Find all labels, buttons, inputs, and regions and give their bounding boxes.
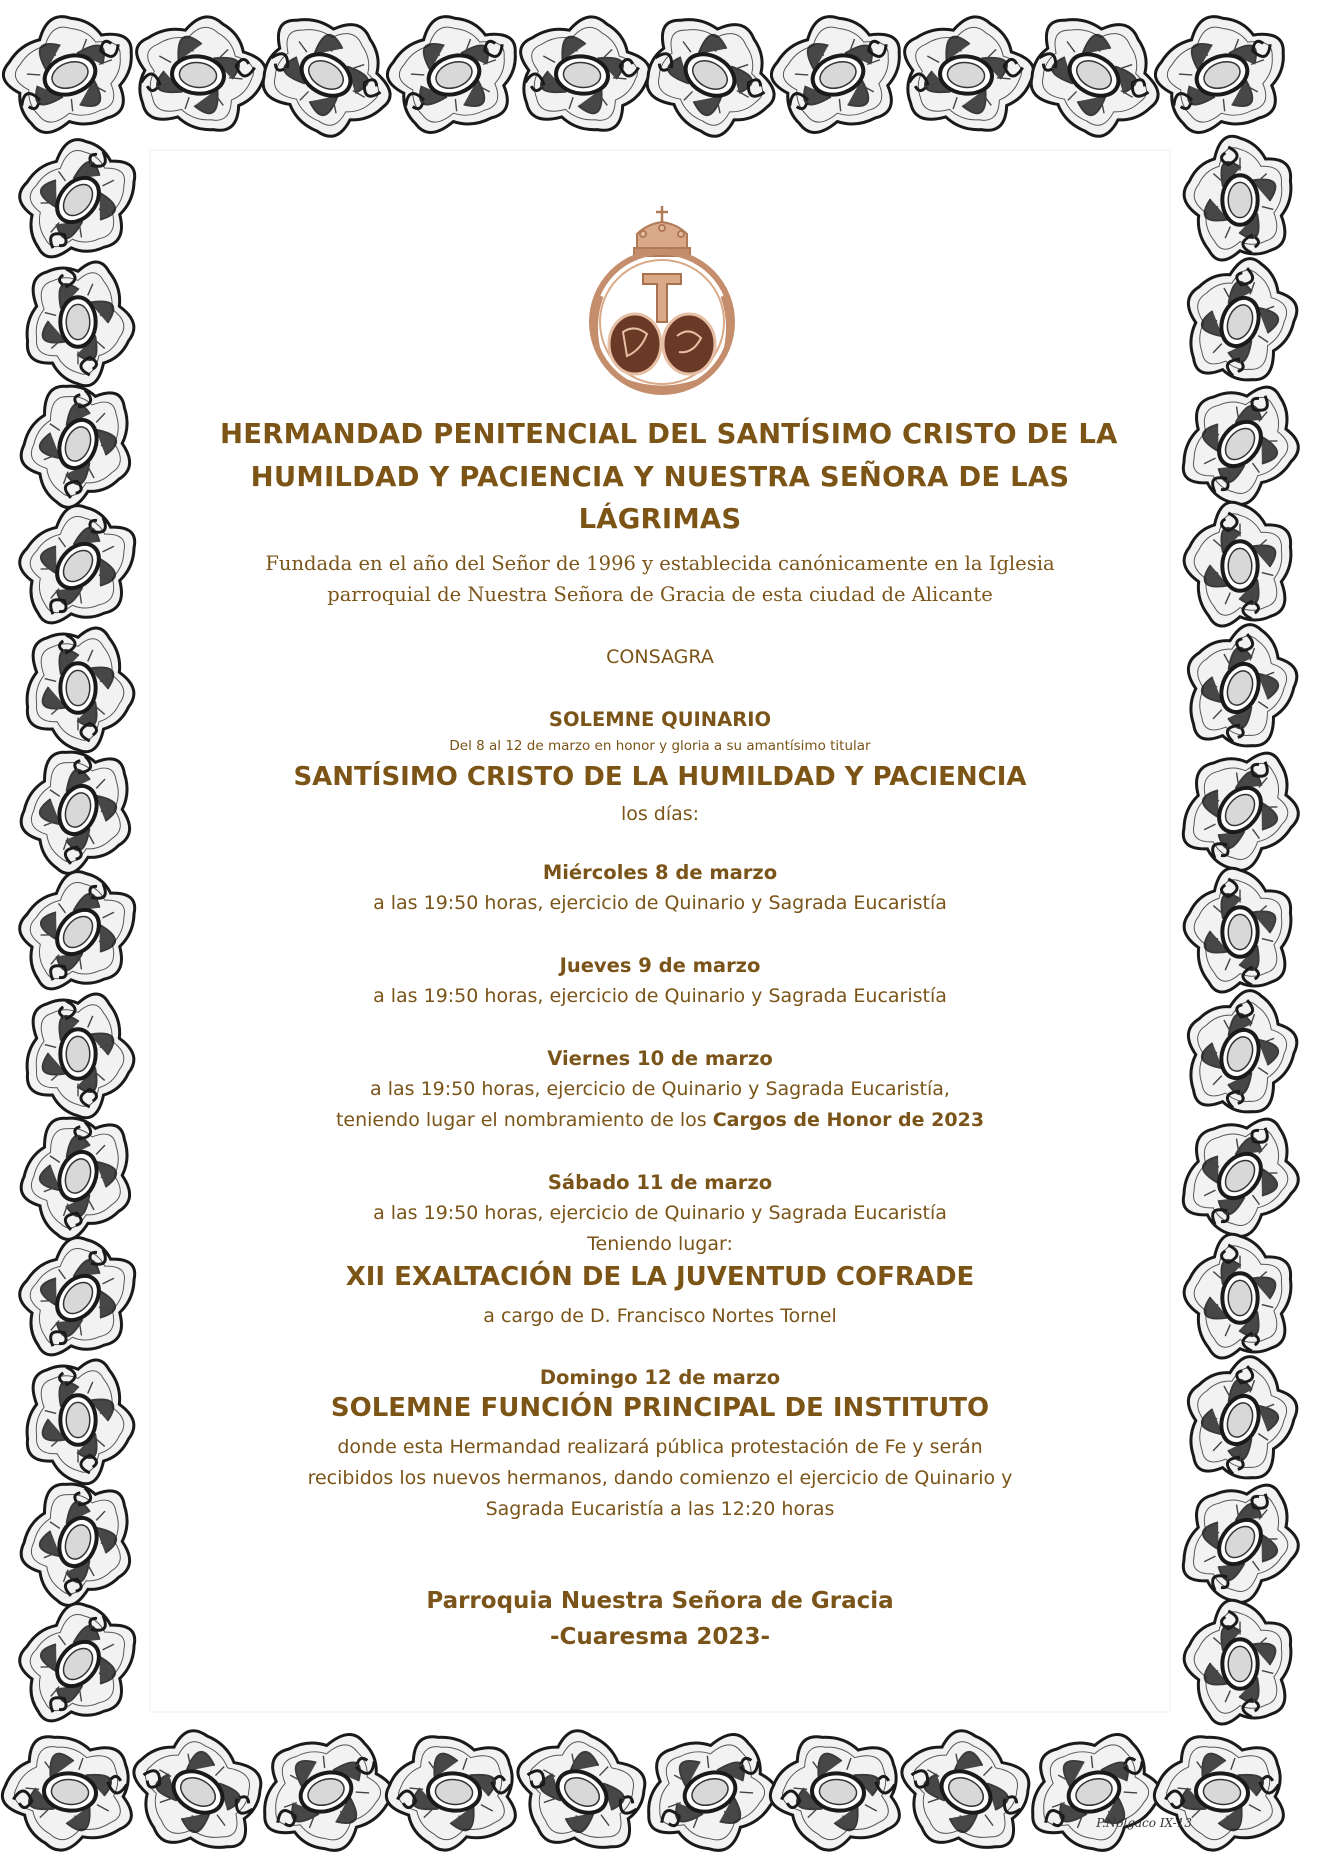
title-line-2: HUMILDAD Y PACIENCIA Y NUESTRA SEÑORA DE LAS [250, 461, 1070, 493]
day-1-text: a las 19:50 horas, ejercicio de Quinario y Sagrada Eucaristía [373, 892, 947, 914]
frame-ornament [27, 262, 134, 386]
day-4-date: Sábado 11 de marzo [547, 1171, 773, 1194]
frame-ornament [1159, 359, 1320, 522]
frame-ornament [1159, 1457, 1320, 1620]
frame-ornament [8, 736, 151, 889]
frame-ornament [27, 628, 134, 752]
frame-ornament [27, 1360, 134, 1484]
founded-line-1: Fundada en el año del Señor de 1996 y establecida canónicamente en la Iglesia [265, 552, 1055, 575]
frame-ornament [1167, 609, 1310, 762]
frame-ornament [1184, 502, 1291, 626]
frame-ornament [1167, 1341, 1310, 1494]
frame-ornament [0, 1585, 159, 1748]
frame-ornament [1150, 1733, 1290, 1856]
frame-ornament [1142, 0, 1303, 147]
titular-name: SANTÍSIMO CRISTO DE LA HUMILDAD Y PACIENCIA [293, 762, 1027, 792]
day-4-event: XII EXALTACIÓN DE LA JUVENTUD COFRADE [345, 1262, 975, 1292]
day-1-date: Miércoles 8 de marzo [542, 861, 778, 884]
day-5-line-3: Sagrada Eucaristía a las 12:20 horas [485, 1498, 835, 1520]
quinario-subheading: Del 8 al 12 de marzo en honor y gloria a su amantísimo titular [449, 738, 871, 754]
day-2-date: Jueves 9 de marzo [559, 954, 761, 977]
frame-ornament [8, 1468, 151, 1621]
consagra-label: CONSAGRA [606, 646, 714, 668]
day-5-event: SOLEMNE FUNCIÓN PRINCIPAL DE INSTITUTO [330, 1393, 990, 1423]
frame-ornament [8, 1102, 151, 1255]
artist-signature: P.Nolgaco IX-13 [1096, 1816, 1192, 1830]
founded-line-2: parroquial de Nuestra Señora de Gracia de esta ciudad de Alicante [327, 583, 993, 606]
frame-ornament [1167, 975, 1310, 1128]
day-3-date: Viernes 10 de marzo [547, 1047, 773, 1070]
day-2-text: a las 19:50 horas, ejercicio de Quinario y Sagrada Eucaristía [373, 985, 947, 1007]
poster-content [220, 0, 1118, 1872]
day-4-text: a las 19:50 horas, ejercicio de Quinario y Sagrada Eucaristía [373, 1202, 947, 1224]
footer-season: -Cuaresma 2023- [549, 1624, 770, 1650]
frame-ornament [1184, 136, 1291, 260]
frame-ornament [8, 370, 151, 523]
quinario-heading: SOLEMNE QUINARIO [548, 708, 772, 731]
frame-ornament [1184, 868, 1291, 992]
footer-parish: Parroquia Nuestra Señora de Gracia [426, 1588, 894, 1614]
day-3-honors-prefix: teniendo lugar el nombramiento de los [335, 1109, 713, 1131]
title-line-3: LÁGRIMAS [578, 503, 742, 535]
frame-ornament [1184, 1600, 1291, 1724]
title-line-1: HERMANDAD PENITENCIAL DEL SANTÍSIMO CRISTO DE LA [220, 418, 1118, 450]
frame-ornament [0, 121, 159, 284]
day-5-date: Domingo 12 de marzo [539, 1366, 781, 1389]
frame-ornament [0, 1219, 159, 1382]
frame-ornament [0, 853, 159, 1016]
day-4-teniendo-lugar: Teniendo lugar: [587, 1233, 733, 1255]
day-3-honors-line [220, 1109, 1100, 1131]
day-3-honors-bold: Cargos de Honor de 2023 [712, 1109, 985, 1131]
day-5-line-1: donde esta Hermandad realizará pública protestación de Fe y serán [337, 1436, 983, 1458]
frame-ornament [0, 487, 159, 650]
frame-ornament [27, 994, 134, 1118]
frame-ornament [0, 0, 151, 147]
frame-ornament [1184, 1234, 1291, 1358]
frame-ornament [0, 1733, 138, 1856]
day-5-line-2: recibidos los nuevos hermanos, dando comienzo el ejercicio de Quinario y [307, 1467, 1013, 1489]
frame-ornament [1167, 243, 1310, 396]
los-dias-label: los días: [620, 803, 700, 825]
frame-ornament [1159, 1091, 1320, 1254]
frame-ornament [1159, 725, 1320, 888]
day-3-text: a las 19:50 horas, ejercicio de Quinario y Sagrada Eucaristía, [370, 1078, 950, 1100]
day-4-event-note: a cargo de D. Francisco Nortes Tornel [483, 1305, 837, 1327]
